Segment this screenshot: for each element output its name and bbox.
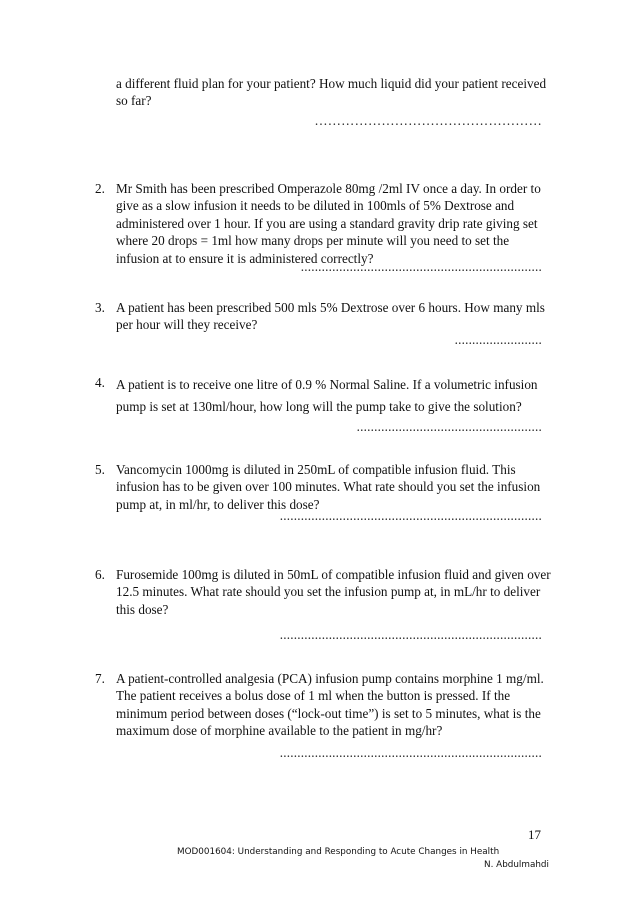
question-line: where 20 drops = 1ml how many drops per minute will you need to set the	[116, 233, 510, 249]
question-line: per hour will they receive?	[116, 317, 258, 333]
question-text	[116, 374, 546, 417]
question-text	[116, 461, 546, 513]
question-text	[116, 670, 546, 740]
question-line: Mr Smith has been prescribed Omperazole 80mg /2ml IV once a day. In order to	[116, 181, 541, 196]
question-text	[116, 180, 546, 267]
question-number: 3.	[95, 300, 105, 315]
question-line: maximum dose of morphine available to the patient in mg/hr?	[116, 723, 443, 739]
question-number: 2.	[95, 181, 105, 196]
question-line: Furosemide 100mg is diluted in 50mL of compatible infusion fluid and given over	[116, 567, 551, 582]
question-line: pump is set at 130ml/hour, how long will the pump take to give the solution?	[116, 398, 522, 414]
question-line: minimum period between doses (“lock-out time”) is set to 5 minutes, what is the	[116, 705, 541, 721]
question-line: A patient has been prescribed 500 mls 5% Dextrose over 6 hours. How many mls	[116, 300, 545, 315]
answer-line: ...........................................................................	[279, 745, 542, 760]
question-number: 4.	[95, 375, 105, 390]
question-text	[116, 299, 546, 334]
question-text	[116, 566, 551, 618]
question-line: A patient is to receive one litre of 0.9 % Normal Saline. If a volumetric infusion	[116, 377, 538, 392]
answer-line: .........................	[454, 332, 542, 347]
question-number: 5.	[95, 462, 105, 477]
question-line: give as a slow infusion it needs to be diluted in 100mls of 5% Dextrose and	[116, 198, 515, 214]
question-line: pump at, in ml/hr, to deliver this dose?	[116, 496, 320, 512]
intro-text	[116, 75, 546, 110]
page-number: 17	[528, 827, 541, 842]
answer-line: ...........................................................................	[279, 627, 542, 642]
question-line: infusion has to be given over 100 minutes. What rate should you set the infusion	[116, 479, 541, 495]
answer-line: ……………………………………………	[314, 113, 542, 128]
question-number: 6.	[95, 567, 105, 582]
question-line: Vancomycin 1000mg is diluted in 250mL of compatible infusion fluid. This	[116, 462, 516, 477]
question-line: 12.5 minutes. What rate should you set the infusion pump at, in mL/hr to deliver	[116, 584, 541, 600]
intro-line: a different fluid plan for your patient? How much liquid did your patient received	[116, 76, 547, 91]
question-line: administered over 1 hour. If you are using a standard gravity drip rate giving set	[116, 215, 538, 231]
question-line: A patient-controlled analgesia (PCA) infusion pump contains morphine 1 mg/ml.	[116, 671, 544, 686]
question-line: The patient receives a bolus dose of 1 ml when the button is pressed. If the	[116, 688, 511, 704]
module-footer: MOD001604: Understanding and Responding to Acute Changes in Health	[177, 847, 500, 857]
intro-line: so far?	[116, 93, 152, 109]
answer-line: .....................................................	[356, 419, 542, 434]
question-line: this dose?	[116, 601, 169, 617]
question-number: 7.	[95, 671, 105, 686]
answer-line: .....................................................................	[300, 259, 542, 274]
author-footer: N. Abdulmahdi	[484, 860, 549, 870]
answer-line: ...........................................................................	[279, 508, 542, 523]
question-line: infusion at to ensure it is administered correctly?	[116, 250, 374, 266]
